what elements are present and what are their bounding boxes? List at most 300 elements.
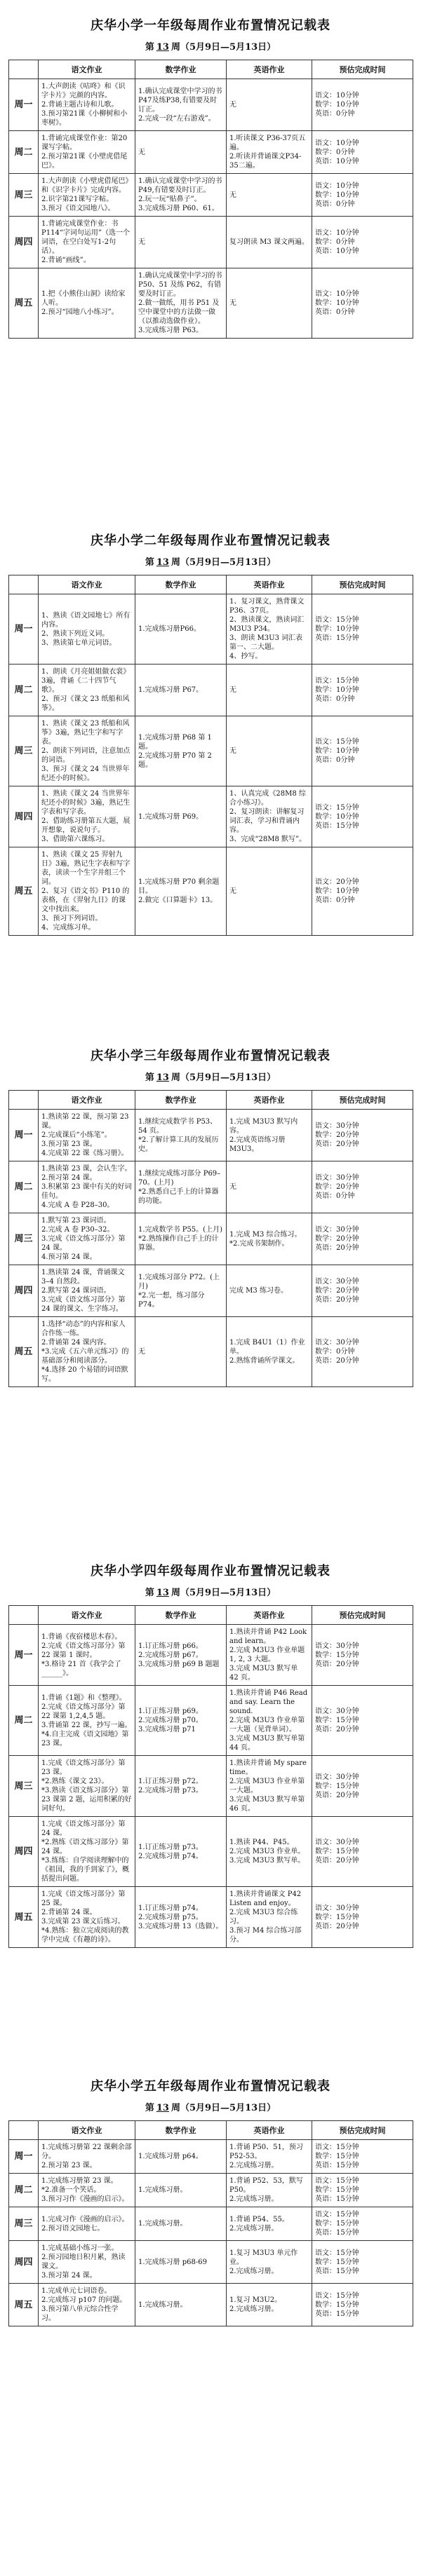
homework-line: 1.完成练习册 P68 第 1 题。	[138, 733, 212, 751]
day-label: 周四	[9, 1265, 39, 1317]
homework-line: 1.订正练习册 p72。	[138, 1778, 203, 1785]
table-row	[9, 2207, 413, 2241]
homework-line: 1.熟读并背诵 P42 Look and learn。	[229, 1628, 307, 1645]
homework-line: 语文：30分钟	[315, 1642, 359, 1650]
homework-line: 1.复习 M3U3 单元作业。	[229, 2249, 298, 2266]
homework-line: 1.完成《语文练习部分》第 25 课。	[41, 1890, 126, 1907]
day-label: 周三	[9, 716, 39, 786]
homework-line: 1.确认完成课堂中学习的书P47及练P38,有错要及时订正。	[138, 87, 222, 114]
time-estimate	[312, 1265, 413, 1317]
time-estimate	[312, 594, 413, 665]
grade-section	[0, 1546, 421, 2061]
english-homework	[227, 1213, 312, 1265]
homework-line: 2.背诵第 24 课内容。	[41, 1339, 111, 1347]
homework-line: 3、预习《课文 24 当世界年纪还小的时候》。	[41, 765, 130, 782]
homework-line: 数学：20分钟	[315, 1131, 359, 1139]
english-homework	[227, 786, 312, 847]
homework-line: 语文：30分钟	[315, 1122, 359, 1130]
homework-line: 3.完成练习册 P63。	[138, 327, 203, 334]
homework-line: *3.熟读《语文练习部分》第 23 课第 2 题，运用积累的好词好句。	[41, 1787, 132, 1813]
day-label: 周一	[9, 1625, 39, 1686]
homework-line: 3.完成 M3U3 默写单 42 页。	[229, 1665, 298, 1682]
week-suffix: 周（5月9日—5月13日）	[171, 2103, 276, 2113]
table-row	[9, 2140, 413, 2174]
table-row	[9, 1686, 413, 1756]
homework-line: 2.完成 M3U3 作业单第一大题。	[229, 1778, 305, 1794]
time-estimate	[312, 1161, 413, 1213]
homework-line: 1.复习 M3U2。	[229, 2296, 282, 2304]
homework-line: 1.熟读并背诵课文 P42 Listen and enjoy。	[229, 1890, 302, 1907]
week-number: 13	[156, 1072, 169, 1083]
homework-line: 英语：20分钟	[315, 1296, 359, 1304]
homework-line: 3.完成 M3U3 默写单第 46 页。	[229, 1796, 305, 1813]
homework-line: 1、朗读《月亮姐姐做衣裳》3遍，背诵《二十四节气歌》。	[41, 668, 131, 694]
homework-line: 语文：15分钟	[315, 2144, 359, 2151]
homework-line: *2.熟练《语文练习部分》第 24 课。	[41, 1839, 129, 1855]
homework-line: 数学：15分钟	[315, 1913, 359, 1921]
time-estimate	[312, 2207, 413, 2241]
grade-title: 庆华小学二年级每周作业布置情况记载表	[91, 533, 330, 548]
homework-line: 数学：20分钟	[315, 1287, 359, 1295]
homework-line: 3、朗读 M3U3 词汇表第一、二大题。	[229, 634, 303, 651]
homework-line: 1.背诵完成课堂作业：书P114“字词句运用”（选一个词语，在空白处写1-2句话）。	[41, 220, 131, 255]
homework-line: *2.熟悉自己手上的计算器的功能。	[138, 1187, 219, 1205]
homework-line: 2、借助练习册第五大题，展开想象，说说句子。	[41, 817, 131, 834]
homework-line: 语文：30分钟	[315, 1904, 359, 1912]
homework-line: 3.完成练习册 p71	[138, 1726, 196, 1733]
day-label: 周四	[9, 1817, 39, 1887]
homework-line: 语文：30分钟	[315, 1174, 359, 1182]
chinese-homework	[39, 1213, 135, 1265]
math-homework	[135, 716, 227, 786]
homework-line: 英语：15分钟	[315, 2162, 359, 2169]
homework-line: 2、朗读下列词语，注意加点的词语。	[41, 747, 131, 764]
chinese-homework	[39, 1686, 135, 1756]
homework-line: 2.完成练习册 p70。	[138, 1717, 203, 1724]
english-homework	[227, 131, 312, 174]
chinese-homework	[39, 268, 135, 339]
header-math: 数学作业	[135, 1606, 227, 1625]
chinese-homework	[39, 716, 135, 786]
homework-line: 1.继续完成数学书 P53、54 页。	[138, 1117, 218, 1135]
time-estimate	[312, 1817, 413, 1887]
homework-line: 语文：10分钟	[315, 229, 359, 237]
homework-line: 4、抄写。	[229, 653, 262, 660]
english-homework	[227, 847, 312, 936]
english-homework	[227, 1110, 312, 1161]
homework-line: 3、熟读第七单元词语。	[41, 639, 116, 647]
header-english: 英语作业	[227, 575, 312, 594]
chinese-homework	[39, 1161, 135, 1213]
table-row	[9, 1625, 413, 1686]
chinese-homework	[39, 1625, 135, 1686]
homework-line: 无	[229, 191, 236, 199]
homework-line: 1.大声朗读《小壁虎借尾巴》和《识字卡片》完成内容。	[41, 177, 129, 194]
table-row	[9, 174, 413, 217]
homework-line: 1.熟读 P44、P45。	[229, 1839, 294, 1846]
homework-line: 2.完成练习册。	[229, 2224, 279, 2233]
chinese-homework	[39, 217, 135, 268]
day-label: 周一	[9, 1110, 39, 1161]
chinese-homework	[39, 1110, 135, 1161]
english-homework	[227, 2241, 312, 2284]
table-row	[9, 1317, 413, 1387]
homework-line: 2.完成练习 p107 的问题。	[41, 2296, 127, 2304]
homework-line: 2.完成练习册 p67。	[138, 1651, 203, 1659]
homework-line: 数学：15分钟	[315, 2258, 359, 2266]
homework-line: 4.完成第 22 课《练习册》。	[41, 1150, 128, 1157]
day-label: 周五	[9, 1317, 39, 1387]
time-estimate	[312, 268, 413, 339]
homework-line: *2.完一想，练习部分 P74。	[138, 1291, 205, 1309]
homework-line: *2.准备一个笑话。	[41, 2186, 101, 2194]
homework-line: 语文：15分钟	[315, 616, 359, 624]
header-blank	[9, 1091, 39, 1110]
homework-line: 数学：0分钟	[315, 238, 355, 246]
chinese-homework	[39, 1317, 135, 1387]
grade-section	[0, 1030, 421, 1546]
homework-line: 语文：30分钟	[315, 1278, 359, 1286]
homework-line: 1、复习课文，熟背课文P36、37页。	[229, 598, 305, 615]
chinese-homework	[39, 79, 135, 131]
grade-section	[0, 515, 421, 1030]
chinese-homework	[39, 2140, 135, 2174]
day-label: 周一	[9, 79, 39, 131]
homework-line: 3.背诵第 22 课，抄写一遍。	[41, 1721, 132, 1729]
homework-line: 数学：10分钟	[315, 101, 359, 109]
math-homework	[135, 1887, 227, 1948]
time-estimate	[312, 716, 413, 786]
homework-line: 英语：20分钟	[315, 1660, 359, 1668]
table-row	[9, 1161, 413, 1213]
math-homework	[135, 1686, 227, 1756]
table-row	[9, 268, 413, 339]
homework-line: 1.订正练习册 p73。	[138, 1843, 203, 1851]
homework-line: 2.背诵第 24 课。	[41, 1909, 97, 1916]
homework-line: 1.完成单元七词语卷。	[41, 2287, 112, 2295]
homework-line: 2.完成英语练习册 M3U3。	[229, 1136, 286, 1153]
homework-line: 2.完成 M3U3 作业单题 1, 2, 3 大题。	[229, 1647, 305, 1663]
homework-line: 英语：0分钟	[315, 695, 355, 703]
time-estimate	[312, 1625, 413, 1686]
homework-line: 英语：20分钟	[315, 1857, 359, 1865]
header-row	[9, 1091, 413, 1110]
homework-line: 2.预习第 24 课。	[41, 1174, 97, 1182]
homework-line: 3、预习下列词语。	[41, 915, 102, 922]
homework-line: 语文：10分钟	[315, 182, 359, 190]
homework-line: 2、预习《课文 23 纸船和风筝》。	[41, 695, 130, 712]
homework-line: 1.完成 M3U3 默写内容。	[229, 1117, 298, 1135]
homework-line: 语文：15分钟	[315, 738, 359, 746]
day-label: 周二	[9, 2174, 39, 2207]
homework-line: 2.完成练习册 p74。	[138, 1852, 203, 1860]
homework-line: 1.确认完成课堂中学习的书 P49,有错要及时订正。	[138, 177, 222, 194]
homework-line: 2.完成练习册。	[229, 2162, 279, 2169]
english-homework	[227, 2140, 312, 2174]
homework-table	[8, 1605, 413, 1948]
homework-line: 1.完成练习部分 P72。(上月)	[138, 1273, 220, 1290]
english-homework	[227, 1686, 312, 1756]
homework-line: 1.完成练习册。	[138, 2220, 187, 2228]
time-estimate	[312, 1686, 413, 1756]
header-math: 数学作业	[135, 2121, 227, 2140]
homework-line: 数学：0分钟	[315, 148, 355, 156]
header-time: 预估完成时间	[312, 1606, 413, 1625]
math-homework	[135, 2284, 227, 2326]
homework-line: 1.把《小熊住山洞》读给家人听。	[41, 290, 126, 307]
homework-line: 3.预习第 23 课。	[41, 1140, 97, 1148]
grade-title: 庆华小学一年级每周作业布置情况记载表	[91, 18, 330, 33]
homework-line: 1.完成练习册 p68-69	[138, 2258, 207, 2266]
chinese-homework	[39, 1756, 135, 1817]
homework-line: 3.预习习作《漫画的启示》。	[41, 2195, 129, 2203]
header-time: 预估完成时间	[312, 575, 413, 594]
homework-line: 英语：20分钟	[315, 1140, 359, 1148]
homework-line: *4.自主完成《语文园地》第 23 课。	[41, 1730, 129, 1747]
week-prefix: 第	[145, 557, 154, 568]
week-prefix: 第	[145, 1588, 154, 1598]
english-homework	[227, 1265, 312, 1317]
homework-line: 英语：20分钟	[315, 1726, 359, 1733]
table-row	[9, 79, 413, 131]
homework-line: 1、熟读《课文 25 羿射九日》3遍，熟记生字表和写字表，读读一个生字并组三个词。	[41, 851, 131, 886]
table-row	[9, 786, 413, 847]
math-homework	[135, 174, 227, 217]
week-range	[8, 554, 413, 568]
homework-line: 语文：15分钟	[315, 803, 359, 812]
day-label: 周三	[9, 1756, 39, 1817]
grade-title: 庆华小学五年级每周作业布置情况记载表	[91, 2079, 330, 2094]
english-homework	[227, 1317, 312, 1387]
day-label: 周四	[9, 2241, 39, 2284]
table-row	[9, 2284, 413, 2326]
homework-line: 无	[229, 747, 236, 755]
day-label: 周二	[9, 665, 39, 716]
homework-line: 2.完成课后“小练笔”。	[41, 1131, 112, 1139]
homework-line: 1.完成《语文练习部分》第 24 课。	[41, 1820, 126, 1837]
day-label: 周四	[9, 217, 39, 268]
table-row	[9, 1756, 413, 1817]
chinese-homework	[39, 174, 135, 217]
homework-line: 语文：30分钟	[315, 1773, 359, 1781]
homework-line: 1.完成练习册第 23 课。	[41, 2177, 118, 2185]
chinese-homework	[39, 2207, 135, 2241]
english-homework	[227, 1625, 312, 1686]
math-homework	[135, 268, 227, 339]
time-estimate	[312, 174, 413, 217]
homework-line: *3.练练：自学阅读理解中的《祖国，我的手到家了》，概括提出问题。	[41, 1857, 129, 1883]
day-label: 周五	[9, 1887, 39, 1948]
math-homework	[135, 1110, 227, 1161]
homework-line: *4.熟练：独立完成阅读的教学中完成《有趣的诗》。	[41, 1927, 129, 1944]
homework-line: 3.预习第21课《小柳树和小枣树》。	[41, 110, 128, 127]
homework-line: 1、熟读《语文园地七》所有内容。	[41, 611, 131, 629]
week-suffix: 周（5月9日—5月13日）	[171, 1072, 276, 1083]
homework-line: 4.预习第 24 课。	[41, 1253, 97, 1261]
grade-title: 庆华小学四年级每周作业布置情况记载表	[91, 1564, 330, 1579]
homework-line: 2、熟读课文，熟读词汇 M3U3 P34。	[229, 616, 305, 633]
chinese-homework	[39, 665, 135, 716]
math-homework	[135, 79, 227, 131]
header-math: 数学作业	[135, 1091, 227, 1110]
homework-line: 2.熟练背诵所学课文。	[229, 1357, 300, 1365]
homework-line: 2.完成练习册。	[229, 2267, 279, 2275]
header-blank	[9, 575, 39, 594]
header-time: 预估完成时间	[312, 60, 413, 79]
homework-line: 3.完成《语文练习部分》第 24 课。	[41, 1235, 126, 1252]
header-row	[9, 60, 413, 79]
time-estimate	[312, 847, 413, 936]
homework-line: *2.完成书架制作。	[229, 1239, 289, 1248]
homework-line: 1、熟读《课文 23 纸船和风筝》3遍，熟记生字和写字表。	[41, 720, 130, 746]
homework-line: 数学：10分钟	[315, 191, 359, 199]
homework-line: 英语：0分钟	[315, 200, 355, 208]
homework-line: 1.确认完成课堂中学习的书 P50、51 及练 P62，有错要及时订正。	[138, 272, 222, 298]
english-homework	[227, 174, 312, 217]
homework-table	[8, 60, 413, 339]
math-homework	[135, 1161, 227, 1213]
math-homework	[135, 2207, 227, 2241]
homework-line: 2.预习“园地八小练习”。	[41, 308, 119, 316]
time-estimate	[312, 2284, 413, 2326]
homework-line: 语文：15分钟	[315, 2291, 359, 2300]
homework-line: 无	[229, 887, 236, 895]
homework-line: 2.完成 A 卷 P30–32。	[41, 1226, 114, 1234]
chinese-homework	[39, 2284, 135, 2326]
homework-line: 数学：0分钟	[315, 1348, 355, 1356]
homework-line: 语文：30分钟	[315, 1839, 359, 1846]
homework-line: 1.听读课文 P36-37页五遍。	[229, 135, 306, 151]
homework-line: 数学：15分钟	[315, 1848, 359, 1855]
table-row	[9, 1213, 413, 1265]
day-label: 周三	[9, 174, 39, 217]
homework-line: 2.完成《语文练习部分》第 22 课第 1,2,4,5 题。	[41, 1703, 126, 1720]
homework-line: 1.背诵《夜宿楼思木春》。	[41, 1633, 122, 1641]
homework-line: *3.格诗 21 首《我学会了______》。	[41, 1660, 121, 1677]
chinese-homework	[39, 1817, 135, 1887]
header-english: 英语作业	[227, 1606, 312, 1625]
header-chinese: 语文作业	[39, 1606, 135, 1625]
homework-line: 1.完成练习册P66。	[138, 625, 201, 633]
chinese-homework	[39, 2241, 135, 2284]
table-row	[9, 1817, 413, 1887]
homework-line: 1.订正练习册 p69。	[138, 1708, 203, 1715]
day-label: 周一	[9, 594, 39, 665]
time-estimate	[312, 786, 413, 847]
math-homework	[135, 131, 227, 174]
header-chinese: 语文作业	[39, 60, 135, 79]
header-blank	[9, 2121, 39, 2140]
homework-line: 1.完成练习册 p64。	[138, 2153, 203, 2160]
homework-line: 英语：0分钟	[315, 1192, 355, 1200]
chinese-homework	[39, 1265, 135, 1317]
homework-line: 1.完成练习册。	[138, 2301, 187, 2309]
homework-line: 英语：10分钟	[315, 157, 359, 165]
homework-line: 1、认真完成《28M8 综合小练习》。	[229, 790, 306, 807]
math-homework	[135, 1265, 227, 1317]
week-suffix: 周（5月9日—5月13日）	[171, 42, 276, 53]
grade-section	[0, 0, 421, 515]
homework-line: 英语：15分钟	[315, 822, 359, 830]
homework-line: 1.完成数学书 P55。(上月)	[138, 1226, 222, 1234]
homework-line: 1.完成练习册 P70 剩余题目。	[138, 878, 220, 895]
english-homework	[227, 79, 312, 131]
chinese-homework	[39, 2174, 135, 2207]
homework-line: 2.完成练习册 p75。	[138, 1913, 203, 1921]
day-label: 周二	[9, 1161, 39, 1213]
time-estimate	[312, 1213, 413, 1265]
homework-line: 1.完成《语文练习部分》第 23 课。	[41, 1759, 126, 1776]
header-blank	[9, 60, 39, 79]
homework-line: 数学：15分钟	[315, 2153, 359, 2160]
week-suffix: 周（5月9日—5月13日）	[171, 1588, 276, 1598]
homework-line: 1.熟读第 22 课，预习第 23 课。	[41, 1113, 129, 1130]
header-math: 数学作业	[135, 60, 227, 79]
week-number: 13	[156, 1588, 169, 1598]
homework-line: 语文：10分钟	[315, 290, 359, 298]
homework-line: 英语：0分钟	[315, 756, 355, 764]
homework-line: 3.完成练习册 p69 B 题题	[138, 1660, 220, 1668]
day-label: 周五	[9, 2284, 39, 2326]
table-row	[9, 1110, 413, 1161]
homework-line: 语文：15分钟	[315, 2177, 359, 2185]
homework-line: 1.默写第 23 课词语。	[41, 1217, 111, 1225]
week-suffix: 周（5月9日—5月13日）	[171, 557, 276, 568]
week-prefix: 第	[145, 2103, 154, 2113]
homework-line: 2.做完《口算题卡》13。	[138, 897, 218, 904]
homework-line: 英语：15分钟	[315, 2229, 359, 2237]
english-homework	[227, 217, 312, 268]
header-blank	[9, 1606, 39, 1625]
time-estimate	[312, 1887, 413, 1948]
day-label: 周二	[9, 131, 39, 174]
math-homework	[135, 847, 227, 936]
homework-line: 语文：30分钟	[315, 1226, 359, 1234]
homework-line: 2.背诵“画线”。	[41, 257, 91, 264]
homework-line: 数学：10分钟	[315, 887, 359, 895]
homework-line: 3.预习《语文园地八》。	[41, 205, 115, 212]
day-label: 周五	[9, 847, 39, 936]
header-row	[9, 575, 413, 594]
english-homework	[227, 594, 312, 665]
table-row	[9, 131, 413, 174]
homework-line: 1.完成练习册 P67。	[138, 686, 203, 694]
week-range	[8, 1070, 413, 1083]
homework-line: 英语：15分钟	[315, 2267, 359, 2275]
homework-line: 2、复习《语文书》P110 的表格，在《羿射九日》的课文中找出来。	[41, 887, 130, 913]
homework-line: 数学：10分钟	[315, 747, 359, 755]
homework-line: 1.完成练习册 P69。	[138, 812, 203, 821]
homework-line: 2.背诵主题古诗和儿歌。	[41, 101, 119, 109]
chinese-homework	[39, 594, 135, 665]
homework-line: 英语：20分钟	[315, 1791, 359, 1799]
homework-line: 3.完成第 23 课文后练习。	[41, 1918, 125, 1926]
math-homework	[135, 2241, 227, 2284]
homework-line: 2.预习第 23 课。	[41, 2162, 97, 2169]
week-prefix: 第	[145, 1072, 154, 1083]
time-estimate	[312, 665, 413, 716]
homework-line: 数学：15分钟	[315, 2301, 359, 2309]
homework-line: *2.了解计算工具的发展历史。	[138, 1136, 219, 1153]
homework-line: 无	[229, 1183, 236, 1191]
homework-table	[8, 1090, 413, 1387]
chinese-homework	[39, 131, 135, 174]
grade-title: 庆华小学三年级每周作业布置情况记载表	[91, 1049, 330, 1063]
english-homework	[227, 1817, 312, 1887]
header-chinese: 语文作业	[39, 2121, 135, 2140]
homework-line: 2.完成《语文练习部分》第 22 课第 1 课时。	[41, 1642, 126, 1659]
homework-line: 3、完成“28M8 默写”。	[229, 836, 307, 843]
